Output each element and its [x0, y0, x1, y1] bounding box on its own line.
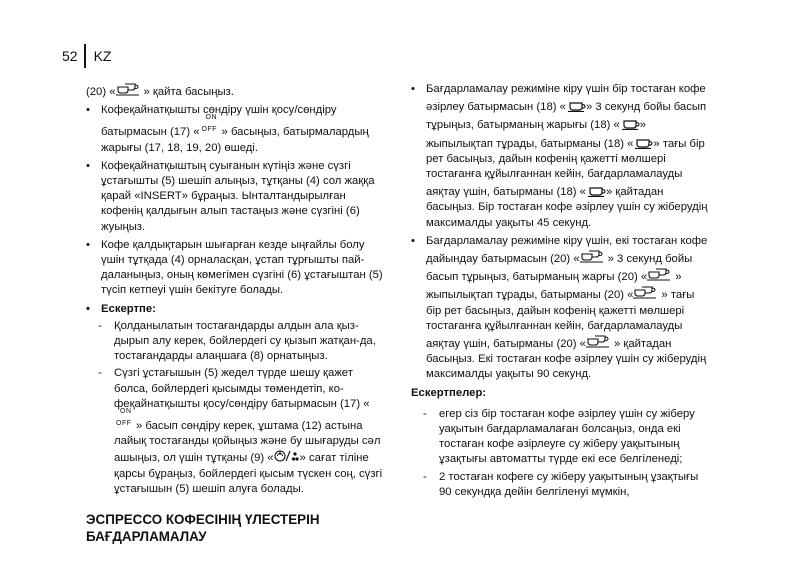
dash-mark: - — [98, 319, 102, 332]
steam-knob-icon — [274, 449, 300, 463]
bullet-mark: • — [86, 159, 90, 172]
dash-mark: - — [98, 367, 102, 380]
page-header — [62, 45, 111, 67]
two-cup-icon — [580, 249, 608, 264]
intro-line: (20) « » қайта басыңыз. — [86, 82, 386, 100]
one-cup-icon — [586, 182, 606, 197]
two-cup-icon — [633, 285, 661, 300]
language-code: KZ — [93, 48, 112, 64]
one-cup-icon — [633, 134, 653, 149]
two-cup-icon — [586, 334, 614, 349]
right-column — [411, 82, 711, 500]
right-bullet-2: • Бағдарламалау режиміне кіру үшін, екі тостаған кофе дайындау батырмасын (20) « » 3 секунд бойы басып тұрыңыз, батырманың жарғы (20) « » жыпылықтап тұрады, батырманы (20) « » тағы бір рет басыңыз, дайын кофенің қажетті мөлшері тостағанға құйылғаннан кейін, бағдарламалауды аяқтау үшін, батырманы (20) « » қайтадан басыңыз. Екі тостаған кофе әзірлеу үшін су жіберудің максималды уақыты 90 секунд. — [411, 234, 708, 381]
left-bullet-3: • Кофе қалдықтарын шығарған кезде ыңғайлы болу үшін тұтқада (4) орналасқан, ұстап тұрғышты пай-даланыңыз, оның көмегімен сүзгіні (6) ұстағыштан (5) түсіп кетпеуі үшін бекітуге болады. — [86, 238, 383, 297]
bullet-mark: • — [86, 302, 90, 315]
dash-mark: - — [423, 407, 427, 420]
left-bullet-2: • Кофеқайнатқыштың суығанын күтіңіз және сүзгі ұстағышты (5) шешіп алыңыз, тұтқаны (4) сол жаққа қарай «INSERT» бұраңыз. Ынталтандырылған кофенің қалдығын алып тастаңыз және сүзгіні (6) жуыңыз. — [86, 159, 375, 233]
right-dash-2: - 2 тостаған кофеге су жіберу уақытының ұзақтығы 90 секундқа дейін белгіленуі мүмкін, — [423, 470, 699, 498]
two-cup-icon — [116, 82, 144, 97]
left-dash-1: - Қолданылатын тостағандарды алдын ала қыз-дырып алу керек, бойлердегі су қызып жатқан-да, тостағандарды алаңшаға (8) орнатыңыз. — [98, 319, 376, 363]
one-cup-icon — [620, 115, 640, 130]
left-bullet-1: • Кофеқайнатқышты сөндіру үшін қосу/сөндіру батырмасын (17) « ON OFF » басыңыз, батырмалардың жарығы (17, 18, 19, 20) өшеді. — [86, 104, 369, 154]
notes-title: Ескертпелер: — [411, 386, 487, 399]
one-cup-icon — [566, 97, 586, 112]
dash-mark: - — [423, 470, 427, 483]
power-on-off-icon: ON OFF — [116, 408, 132, 428]
bullet-mark: • — [411, 234, 415, 247]
bullet-mark: • — [86, 104, 90, 117]
right-bullet-1: • Бағдарламалау режиміне кіру үшін бір тостаған кофе әзірлеу батырмасын (18) « » 3 секунд бойы басып тұрыңыз, батырманың жарығы (18) « » жыпылықтап тұрады, батырманы (18) « » тағы бір рет басыңыз, дайын кофенің қажетті мөлшері тостағанға құйылғаннан кейін, бағдарламалауды аяқтау үшін, батырманы (18) « » қайтадан басыңыз. Бір тостаған кофе әзірлеу үшін су жіберудің максималды уақыты 45 секунд. — [411, 83, 708, 229]
page-number: 52 — [62, 48, 78, 64]
power-on-off-icon: ON OFF — [201, 114, 218, 134]
bullet-mark: • — [411, 83, 415, 95]
two-cup-icon — [647, 267, 675, 282]
left-bullet-note: • Ескертпе: — [86, 302, 386, 317]
header-divider — [84, 44, 86, 68]
section-heading: ЭСПРЕССО КОФЕСІНІҢ ҮЛЕСТЕРІН БАҒДАРЛАМАЛАУ — [86, 512, 320, 545]
left-dash-2: - Сүзгі ұстағышын (5) жедел түрде шешу қажет болса, бойлердегі қысымды төмендетіп, ко-феқайнатқышты қосу/сөндіру батырмасын (17) « ON OFF » басып сөндіру керек, ұштама (12) астына лайық тостағанды қойыңыз және бу шығаруды сәл ашыңыз, ол үшін тұтқаны (9) « » сағат тіліне қарсы бұраңыз, бойлердегі қысым түскен соң, сүзгі ұстағышын (5) шешіп алуға болады. — [98, 367, 383, 495]
bullet-mark: • — [86, 238, 90, 251]
right-dash-1: - егер сіз бір тостаған кофе әзірлеу үшін су жіберу уақытын бағдарламалаған болсаңыз, онда екі тостаған кофе әзірлеуге су жіберу уақытының ұзақтығы автоматты түрде екі есе белгіленеді; — [423, 407, 695, 466]
left-column — [86, 82, 386, 545]
